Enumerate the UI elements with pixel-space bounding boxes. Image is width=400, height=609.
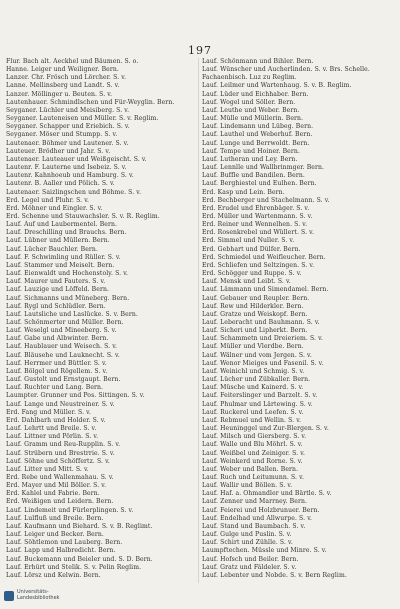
register-entry: Lauf. Gratz und Fäldeler. S. v. [202,563,297,571]
register-entry: Lauf. Wenor Mieiges und Fasenil. S. v. [202,359,324,367]
register-entry: Lauf. Rew und Hilderkler. Bern. [202,302,304,310]
register-entry: Erd. Weißigen und Leidern. Bern. [6,498,114,506]
register-entry: Lauf. Dreschilling und Brauchs. Bern. [6,229,127,237]
register-entry: Lauf. Lüder und Eichhaber. Bern. [202,90,309,98]
register-entry: Lauf. Schönmerter und Müller. Bern. [6,319,124,326]
register-entry: Lauf. Lennlle und Wallbrinmger. Bern. [202,164,325,172]
register-entry: Lauf. Stammer und Meiselt. Bern. [6,261,115,269]
right-column [202,58,392,580]
register-entry: Lauf. Lauzige und Löffeld. Bern. [6,286,110,294]
library-logo-line: Landesbibliothek [17,595,60,601]
register-entry: Erd. Fang und Müller. S. v. [6,408,92,416]
column-divider [198,58,199,583]
register-entry: Lauf. Schirt und Zühlle. S. v. [202,539,293,547]
register-entry: Fachaenbisch. Luz zu Reglim. [202,74,297,82]
register-entry: Erd. Kasp und Lein. Bern. [202,188,285,196]
register-entry: Lauf. Milsch und Giersberg. S. v. [202,433,307,441]
register-entry: Lauf. Leilmer und Wartenhaug. S. v. B. Reglim. [202,82,352,90]
register-entry: Erd. Simmel und Nuller. S. v. [202,237,295,245]
register-entry: Lautenhauer. Schmindlschen und Für-Weyglin. Bern. [6,98,175,106]
register-entry: Erd. Erudel und Ehrenbäger. S. v. [202,204,310,212]
register-entry: Lauf. Lutheran und Ley. Bern. [202,155,298,163]
register-entry: Laumpftechen. Müssle und Minre. S. v. [202,547,327,555]
register-entry: Lauf. Gramm und Reu-Rupplin. S. v. [6,441,121,449]
register-entry: Lauteuer. Brödher und Jahr. S. v. [6,147,111,155]
register-entry: Lauf. Ruch und Leitumunn. S. v. [202,473,304,481]
register-entry: Lauf. Lapp und Halbredicht. Bern. [6,547,116,555]
register-entry: Lauf. Phulmar und Lärtewing. S. v. [202,400,313,408]
register-entry: Lauf. Sichmanns und Müneberg. Bern. [6,294,130,302]
register-entry: Lauf. Leberacht und Bauhmann. S. v. [202,319,320,326]
register-entry: Lauf. Buckemann und Beieler und. S. D. Bern. [6,555,153,563]
register-entry: Lauf. Mensk und Leibt. S. v. [202,278,291,286]
register-entry: Lauf. Lübner und Müllern. Bern. [6,237,110,245]
register-entry: Erd. Kahlel und Fabrie. Bern. [6,490,100,498]
register-entry: Lauf. Schammetn und Dreieriem. S. v. [202,335,323,343]
register-entry: Lauf. Heuninggel und Zur-Blergen. S. v. [202,425,329,433]
register-entry: Erd. Müller und Wartenmann. S. v. [202,212,313,220]
register-entry: Hanne. Leiger und Weiligner. Bern. [6,66,119,74]
register-entry: Lauf. Lauthel und Weberhuf. Bern. [202,131,313,139]
register-entry: Erd. Rebe und Wallenmahau. S. v. [6,473,114,481]
register-entry: Lauf. Mülle und Müllerin. Bern. [202,115,304,123]
register-entry: Lauf. Lindemeit und Fürlerplingen. S. v. [6,506,134,514]
register-entry: Lauf. Rygl und Schlüdler. Bern. [6,302,106,310]
register-entry: Lauf. Gulge und Puslin. S. v. [202,531,292,539]
register-entry: Lauf. Littner und Pörlin. S. v. [6,433,99,441]
register-entry: Lauf. Leuthe und Weber. Bern. [202,106,300,114]
register-entry: Lauf. Lulfluß und Breile. Bern. [6,514,104,522]
register-entry: Lauf. Lindemann und Lübeg. Bern. [202,123,314,131]
register-entry: Lautenr. Kahnhoeub und Hamburg. S. v. [6,172,134,180]
register-entry: Lauf. Bläusehe und Lauknecht. S. v. [6,351,120,359]
register-entry: Erd. Schenne und Stauwachsler. S. v. R. Reglim. [6,212,160,220]
register-entry: Lauf. Zenner und Marrney. Bern. [202,498,308,506]
register-entry: Lauf. Lange und Neustreiner. S. v. [6,400,115,408]
register-entry: Erd. Schliefen und Seltzingen. S. v. [202,261,315,269]
register-entry: Lauf. Lunge und Berrwoldt. Bern. [202,139,310,147]
register-entry: Lauf. Strübern und Brestrrie. S. v. [6,449,115,457]
register-entry: Erd. Schmiedel und Weifleucher. Bern. [202,253,326,261]
register-entry: Lauf. Schönmann und Bihler. Bern. [202,58,314,65]
register-entry: Lauf. Lücher und Zübkaller. Bern. [202,376,311,384]
register-entry: Lauf. Walle und Blu Möhrl. S. v. [202,441,303,449]
register-entry: Erd. Reiner und Wennelhen. S. v. [202,221,308,229]
register-entry: Lauf. Sicheri und Lipherkt. Bern. [202,327,308,335]
register-entry: Laumpter. Grunner und Pos. Sittingen. S. v. [6,392,145,400]
register-entry: Lauf. Stand und Baumbach. S. v. [202,522,306,530]
library-logo-icon [4,591,14,601]
register-entry: Lauf. Herrmer und Büttler. S. v. [6,359,107,367]
register-entry: Lanne. Mellinsberg und Landt. S. v. [6,82,120,90]
register-entry: Lauf. Erhürt und Stelik. S. v. Pelin Reglim. [6,563,142,571]
register-entry: Lauf. Weinkerd und Rorne. S. v. [202,457,303,465]
register-entry: Lauf. Weinichl und Schmig. S. v. [202,367,305,375]
register-entry: Lauf. Ruchter und Lang. Bern. [6,384,104,392]
register-entry: Lanzer. Chr. Frösch und Lörcher. S. v. [6,74,127,82]
register-entry: Lauf. Weber und Ballen. Bern. [202,465,299,473]
register-entry: Lanzer. Möllinger u. Beuten. S. v. [6,90,113,98]
left-column [6,58,196,580]
register-entry: Lauf. Feierei und Holzbrunuer. Bern. [202,506,320,514]
register-entry: Lauf. Kaufmann und Biehard. S. v. B. Reglimt. [6,522,153,530]
register-entry: Lauf. Lämmann und Simendamel. Bern. [202,286,329,294]
register-entry: Lauf. Wogel und Söller. Bern. [202,98,296,106]
register-entry: Lauf. Buffle und Bandilen. Bern. [202,172,305,180]
library-logo [4,589,84,605]
register-entry: Lauf. Hofsch und Beiler. Bern. [202,555,299,563]
register-entry: Erd. Mayer und Mil Böller. S. v. [6,482,107,490]
register-entry: Lauf. Leiger und Becker. Bern. [6,531,104,539]
register-entry: Lauf. Rebmuel und Wellin. S. v. [202,416,302,424]
register-entry: Lauf. Haf. a. Ohmandler und Bärtle. S. v. [202,490,332,498]
register-entry: Flur. Bach alt. Aeckhel und Bäumen. S. o. [6,58,139,65]
register-entry: Lautenr. B. Aaller und Pölich. S. v. [6,180,115,188]
library-logo-line: Universitäts- [17,589,49,595]
register-entry: Lauf. Berghiestel und Eulhen. Bern. [202,180,317,188]
register-entry: Lauf. Lücher Bauchler. Bern. [6,245,98,253]
register-entry: Lauf. Endelhad und Allwurpe. S. v. [202,514,313,522]
register-entry: Erd. Dahlbarh und Holder. S. v. [6,416,106,424]
register-entry: Lauf. Weißbel und Zeiniger. S. v. [202,449,306,457]
register-entry: Lauf. Gebauer und Reupler. Bern. [202,294,310,302]
register-entry: Lauf. F. Schwimling und Rüller. S. v. [6,253,121,261]
register-entry: Lauf. Wallir und Böllen. S. v. [202,482,293,490]
register-entry: Seyganer. Lauteneisen und Müller. S. v. Reglim. [6,115,159,123]
register-entry: Lauf. Feiterslinger und Barzelt. S. v. [202,392,318,400]
register-entry: Lauf. Lautsliche und Laslücke. S. v. Bern. [6,310,138,318]
register-entry: Lauf. Weselgl und Mineeberg. S. v. [6,327,117,335]
register-entry: Lauf. Eienwaldt und Hochenstoly. S. v. [6,270,129,278]
register-entry: Lauf. Tempe und Hoiner. Bern. [202,147,300,155]
register-entry: Seyganer. Möser und Stumpp. S. v. [6,131,118,139]
register-entry: Lauf. Gustolt und Ernstgaupt. Bern. [6,376,121,384]
register-entry: Seyganer. Lüchler und Meisiberg. S. v. [6,106,130,114]
register-entry: Lauf. Lehrtt und Breile. S. v. [6,425,97,433]
register-entry: Erd. Schögger und Ruppe. S. v. [202,270,302,278]
register-entry: Lauf. Lörsz und Kelwin. Bern. [6,571,101,579]
register-entry: Lauf. Söhne und Schöffertz. S. v. [6,457,110,465]
register-entry: Lautenaer. Lauteauer und Weißgeischt. S. v. [6,155,147,163]
register-entry: Lauf. Lebenter und Nobde. S. v. Bern Reglim. [202,571,347,579]
register-entry: Erd. Legel und Pluhr. S. v. [6,196,90,204]
register-entry: Lauf. Wünscher und Aucherlinden. S. v. Brs. Schelle. [202,66,370,74]
register-entry: Lauf. Bölgel und Rögellem. S. v. [6,367,108,375]
register-entry: Lautenaer. Böhmer und Lautener. S. v. [6,139,129,147]
register-entry: Lauf. Haublauer und Weisech. S. v. [6,343,118,351]
register-entry: Lauf. Wälner und vom Jergen. S. v. [202,351,312,359]
register-entry: Lauf. Litter und Mitt. S. v. [6,465,89,473]
register-entry: Lauf. Auf und Laubermentel. Bern. [6,221,118,229]
register-entry: Erd. Rosenkrebel und Wüllert. S. v. [202,229,315,237]
register-entry: Erd. Gebhart und Dülfer. Bern. [202,245,301,253]
register-entry: Lautenaer. Saizlingschen und Böhme. S. v. [6,188,142,196]
register-entry: Lauf. Müller und Vlerdbe. Bern. [202,343,304,351]
library-logo-text [17,589,83,601]
register-entry: Lauf. Söhtlemon und Lauberg. Bern. [6,539,123,547]
register-entry: Erd. Bechberger und Stachelmann. S. v. [202,196,330,204]
register-entry: Lautenr. F. Lauterne und Isebeiz. S. v. [6,164,127,172]
register-entry: Lauf. Gabe und Albwinter. Bern. [6,335,109,343]
register-entry: Lauf. Müsche und Kainerd. S. v. [202,384,304,392]
register-entry: Lauf. Ruckerel und Leefen. S. v. [202,408,304,416]
register-entry: Seyganer. Schapper und Eriebich. S. v. [6,123,130,131]
register-entry: Lauf. Maurer und Fauters. S. v. [6,278,106,286]
register-entry: Erd. Möhner und Eingler. S. v. [6,204,103,212]
register-entry: Lauf. Gratze und Weiskopf. Bern. [202,310,308,318]
page-number: 197 [188,44,212,57]
